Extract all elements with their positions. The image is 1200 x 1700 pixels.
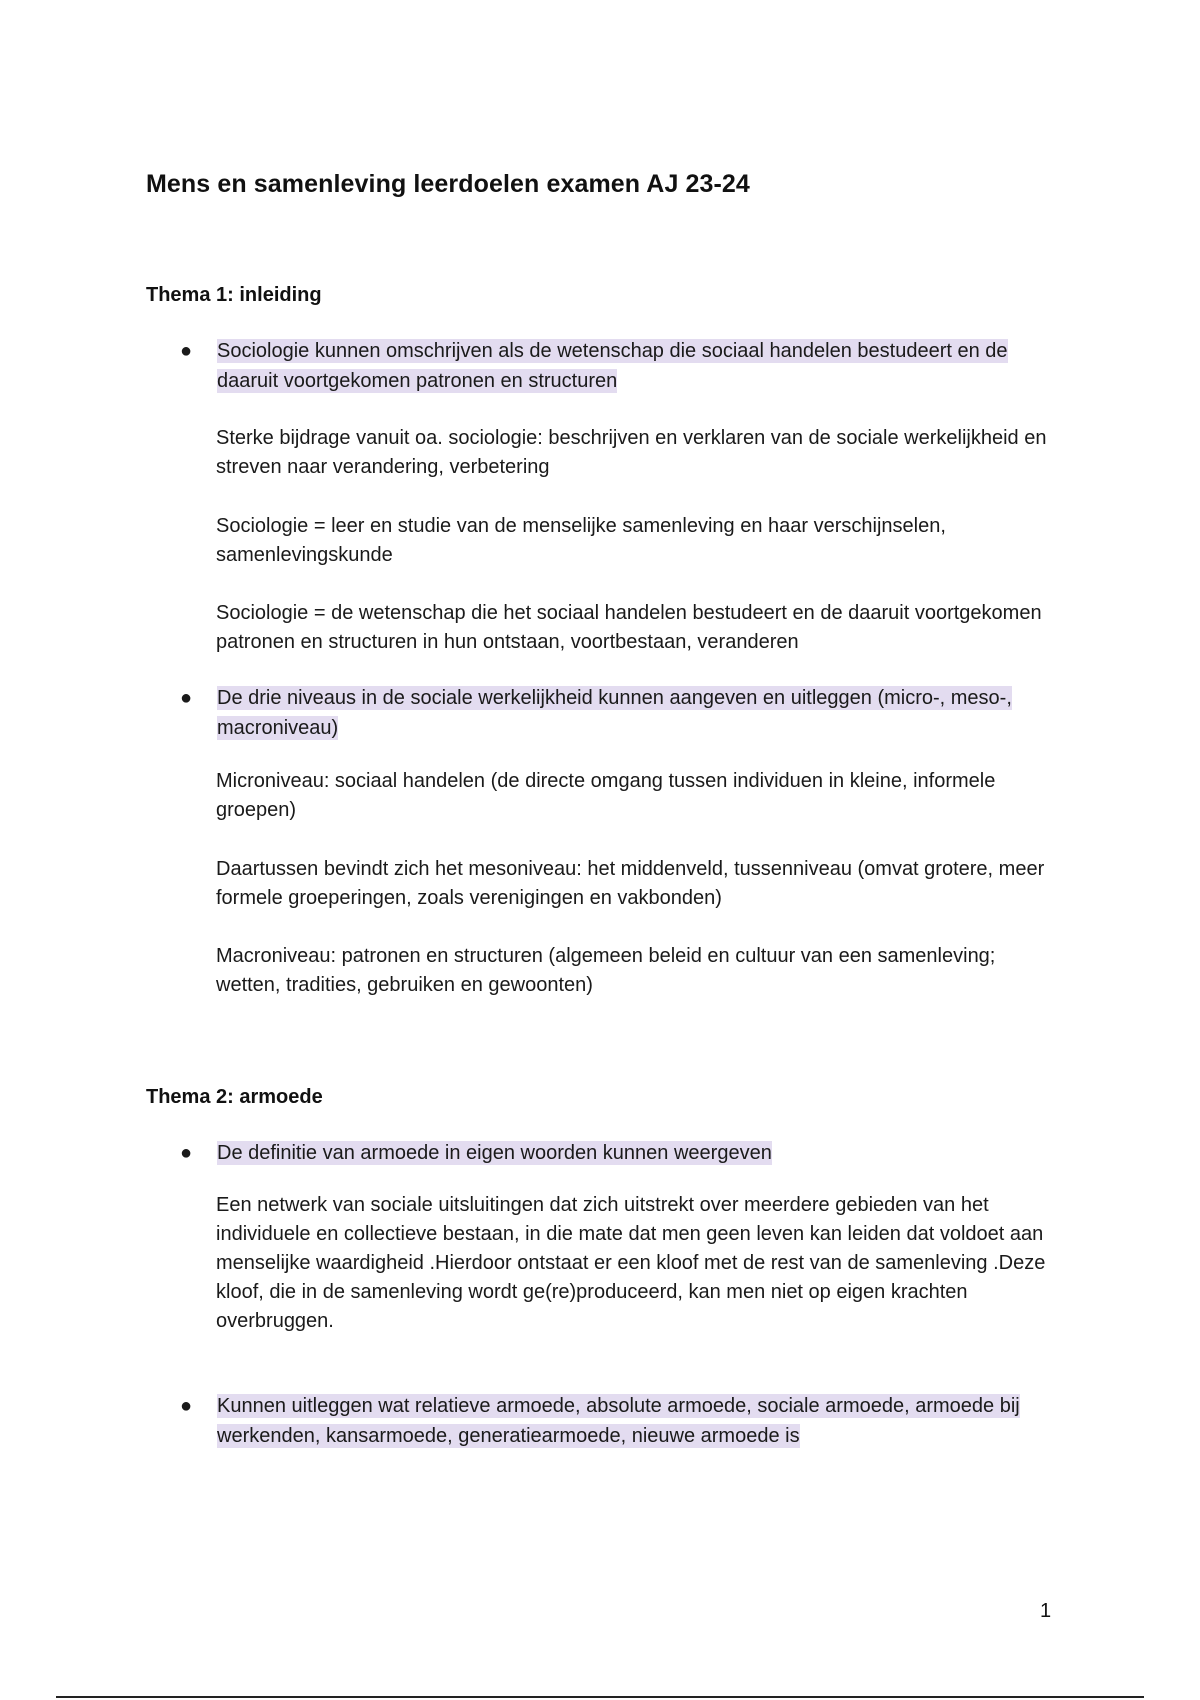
explanation-paragraph: Een netwerk van sociale uitsluitingen dat zich uitstrekt over meerdere gebieden van het individuele en collectieve bestaan, in die mate dat men geen leven kan leiden dat voldoet aan menselijke waardigheid .Hierdoor ontstaat er een kloof met de rest van de samenleving .Deze kloof, die in de samenleving wordt ge(re)produceerd, kan men niet op eigen krachten overbruggen. xyxy=(216,1194,1046,1332)
bullet-icon: ● xyxy=(180,1395,193,1417)
page-number: 1 xyxy=(1040,1600,1052,1622)
section-heading-thema-1: Thema 1: inleiding xyxy=(146,284,322,306)
explanation-paragraph: Microniveau: sociaal handelen (de directe omgang tussen individuen in kleine, informele groepen) xyxy=(216,770,996,821)
explanation-paragraph: Daartussen bevindt zich het mesoniveau: het middenveld, tussenniveau (omvat grotere, meer formele groeperingen, zoals verenigingen en vakbonden) xyxy=(216,858,1045,909)
bullet-icon: ● xyxy=(180,687,193,709)
bottom-divider xyxy=(56,1696,1144,1698)
explanation-paragraph: Sociologie = leer en studie van de menselijke samenleving en haar verschijnselen, samenlevingskunde xyxy=(216,515,946,566)
bullet-icon: ● xyxy=(180,1142,193,1164)
section-heading-thema-2: Thema 2: armoede xyxy=(146,1086,323,1108)
explanation-paragraph: Macroniveau: patronen en structuren (algemeen beleid en cultuur van een samenleving; wetten, tradities, gebruiken en gewoonten) xyxy=(216,945,996,996)
learning-goal-text: De drie niveaus in de sociale werkelijkheid kunnen aangeven en uitleggen (micro-, meso-, macroniveau) xyxy=(217,687,1012,739)
bullet-icon: ● xyxy=(180,340,193,362)
document-title: Mens en samenleving leerdoelen examen AJ 23-24 xyxy=(146,170,750,198)
explanation-paragraph: Sterke bijdrage vanuit oa. sociologie: beschrijven en verklaren van de sociale werkelijkheid en streven naar verandering, verbetering xyxy=(216,427,1047,478)
learning-goal-text: De definitie van armoede in eigen woorden kunnen weergeven xyxy=(217,1142,772,1164)
explanation-paragraph: Sociologie = de wetenschap die het sociaal handelen bestudeert en de daaruit voortgekomen patronen en structuren in hun ontstaan, voortbestaan, veranderen xyxy=(216,602,1042,653)
learning-goal-text: Kunnen uitleggen wat relatieve armoede, absolute armoede, sociale armoede, armoede bij werkenden, kansarmoede, generatiearmoede, nieuwe armoede is xyxy=(217,1395,1020,1447)
learning-goal-text: Sociologie kunnen omschrijven als de wetenschap die sociaal handelen bestudeert en de daaruit voortgekomen patronen en structuren xyxy=(217,340,1008,392)
